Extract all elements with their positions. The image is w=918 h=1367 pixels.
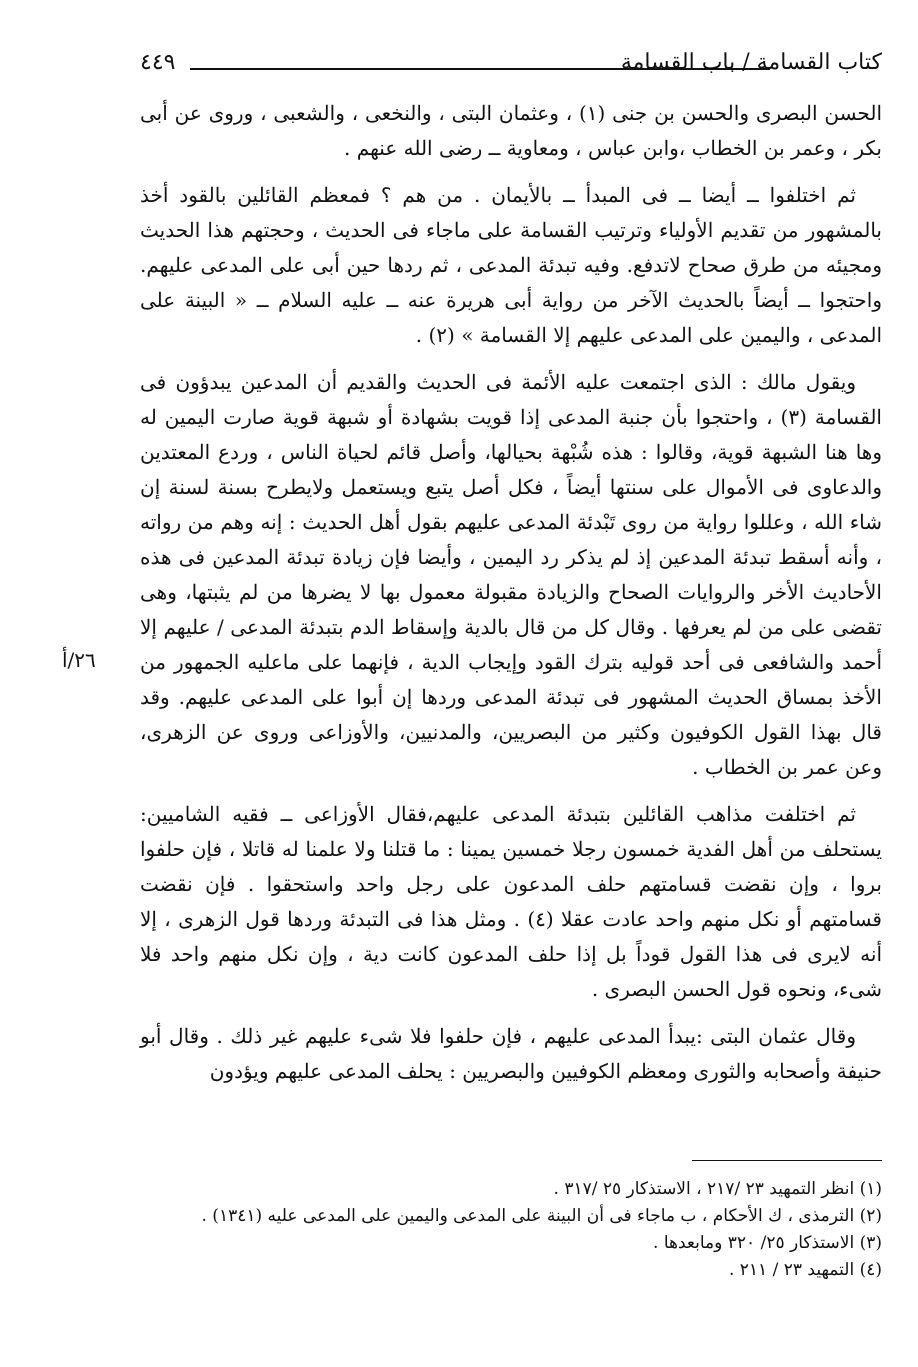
page-number: ٤٤٩	[140, 50, 176, 75]
paragraph: وقال عثمان البتى :يبدأ المدعى عليهم ، فإن حلفوا فلا شىء عليهم غير ذلك . وقال أبو حنيفة وأصحابه والثورى ومعظم الكوفيين والبصريين : يحلف المدعى عليهم ويؤدون	[140, 1024, 882, 1083]
paragraph: ثم اختلفوا ــ أيضا ــ فى المبدأ ــ بالأيمان . من هم ؟ فمعظم القائلين بالقود أخذ بالمشهور من تقديم الأولياء وترتيب القسامة على ماجاء فى الحديث ، وحجتهم هذا الحديث ومجيئه من طرق صحاح لاتدفع. وفيه تبدئة المدعى ، ثم ردها حين أبى على المدعى عليهم. واحتجوا ــ أيضاً بالحديث الآخر من رواية أبى هريرة عنه ــ عليه السلام ــ « البينة على المدعى ، واليمين على المدعى عليهم إلا القسامة » (٢) .	[140, 183, 883, 347]
page-header	[140, 48, 882, 80]
margin-folio-note: ٢٦/أ	[62, 648, 96, 672]
footnote: (٤) التمهيد ٢٣ / ٢١١ .	[728, 1260, 882, 1280]
running-title: كتاب القسامة / باب القسامة	[620, 50, 882, 75]
footnote-rule	[692, 1160, 882, 1161]
footnote: (١) انظر التمهيد ٢٣ /٢١٧ ، الاستذكار ٢٥ /٣١٧ .	[553, 1179, 882, 1199]
footnote: (٣) الاستذكار ٢٥/ ٣٢٠ ومابعدها .	[653, 1233, 882, 1253]
paragraph: ويقول مالك : الذى اجتمعت عليه الأئمة فى الحديث والقديم أن المدعين يبدؤون فى القسامة (٣) ، واحتجوا بأن جنبة المدعى إذا قويت بشهادة أو شبهة قوية صارت اليمين له وها هنا الشبهة قوية، وقالوا : هذه شُبْهة بحيالها، وأصل قائم لحياة الناس ، وردع المعتدين والدعاوى فى الأموال على سنتها أيضاً ، فكل أصل يتبع ويستعمل ولايطرح بسنة لسنة إن شاء الله ، وعللوا رواية من روى تَبْدئة المدعى عليهم بقول أهل الحديث : إنه وهم من رواته ، وأنه أسقط تبدئة المدعين إذ لم يذكر رد اليمين ، وأيضا فإن زيادة تبدئة المدعين فى هذه الأحاديث الأخر والروايات الصحاح والزيادة مقبولة معمول بها لا يضرها من لم يثبتها، وهى تقضى على من لم يعرفها . وقال كل من قال بالدية وإسقاط الدم بتبدئة المدعى / عليهم إلا أحمد والشافعى فى أحد قوليه بترك القود وإيجاب الدية ، فإنهما على ماعليه الجمهور من الأخذ بمساق الحديث المشهور فى تبدئة المدعى وردها إن أبوا على المدعى عليهم. وقد قال بهذا القول الكوفيون وكثير من البصريين، والمدنيين، والأوزاعى وروى عن الزهرى، وعن عمر بن الخطاب .	[140, 370, 882, 779]
main-text	[140, 96, 882, 1101]
paragraph: ثم اختلفت مذاهب القائلين بتبدئة المدعى عليهم،فقال الأوزاعى ــ فقيه الشاميين: يستحلف من أهل الفدية خمسون رجلا خمسين يمينا : ما قتلنا ولا علمنا له قاتلا ، فإن حلفوا بروا ، وإن نقضت قسامتهم حلف المدعون على رجل واحد واستحقوا . فإن نقضت قسامتهم أو نكل منهم واحد عادت عقلا (٤) . ومثل هذا فى التبدئة وردها قول الزهرى ، إلا أنه لايرى فى هذا القول قوداً بل إذا حلف المدعون كانت دية ، وإن نكل منهم واحد فلا شىء، ونحوه قول الحسن البصرى .	[140, 802, 882, 1001]
footnote: (٢) الترمذى ، ك الأحكام ، ب ماجاء فى أن البينة على المدعى واليمين على المدعى عليه (١٣٤١) .	[201, 1206, 882, 1226]
footnotes	[140, 1176, 882, 1284]
paragraph: الحسن البصرى والحسن بن جنى (١) ، وعثمان البتى ، والنخعى ، والشعبى ، وروى عن أبى بكر ، وعمر بن الخطاب ،وابن عباس ، ومعاوية ــ رضى الله عنهم .	[140, 101, 882, 160]
